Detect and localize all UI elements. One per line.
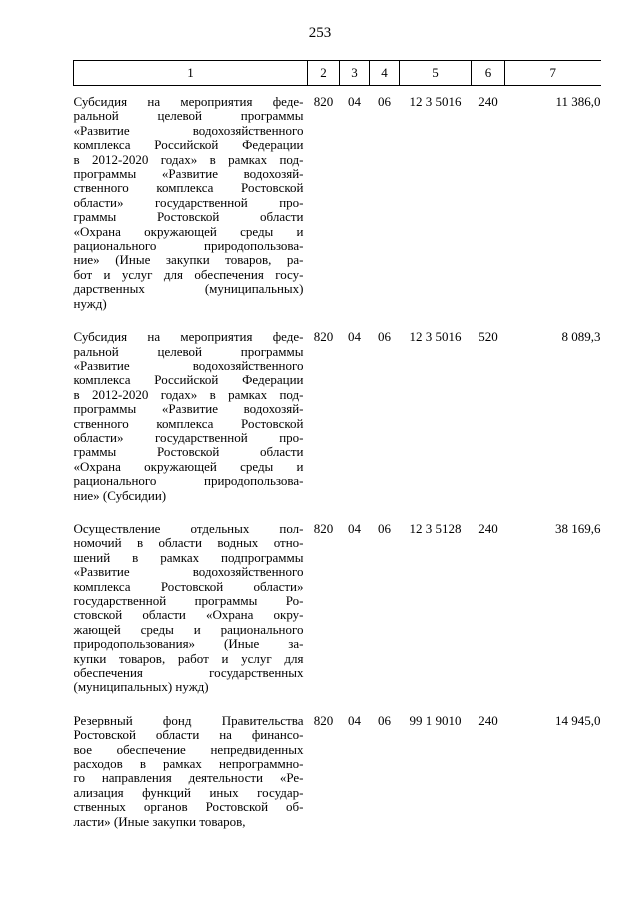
expense-type-code: 520	[478, 329, 498, 345]
expense-name-line: ральной целевой программы	[73, 108, 304, 124]
expense-name-line: шений в рамках подпрограммы	[73, 549, 304, 565]
header-col-7: 7	[505, 61, 601, 86]
expense-name-line: номочий в области водных отно-	[73, 535, 304, 551]
expense-name-line: ласти» (Иные закупки товаров,	[73, 813, 246, 829]
expense-name-line: программы «Развитие водохозяй-	[73, 401, 304, 417]
expense-name-line: «Развитие водохозяйственного	[73, 564, 304, 580]
expense-name-line: «Охрана окружающей среды и	[73, 223, 304, 239]
section-code: 04	[348, 520, 361, 536]
expense-name-line: программы «Развитие водохозяй-	[73, 166, 304, 182]
expense-name-line: вое обеспечение непредвиденных	[73, 741, 304, 757]
expense-name-line: расходов в рамках непрограммно-	[73, 756, 304, 772]
section-code: 04	[348, 94, 361, 109]
amount: 8 089,3	[561, 329, 601, 345]
target-article-code: 99 1 9010	[409, 712, 462, 728]
expense-type-code: 240	[478, 520, 498, 536]
expense-name-line: ние» (Субсидии)	[73, 487, 167, 503]
ministry-code: 820	[313, 94, 334, 109]
expense-name-line: комплекса Российской Федерации	[73, 137, 304, 153]
expense-name-line: жающей среды и рационального	[73, 621, 304, 637]
expense-name-line: ральной целевой программы	[73, 343, 304, 359]
expense-name-cell	[74, 321, 308, 513]
table-row	[74, 321, 601, 513]
ministry-code: 820	[313, 520, 334, 536]
page-number: 253	[308, 25, 332, 41]
expense-name-line: Осуществление отдельных пол-	[73, 520, 304, 536]
section-code: 04	[348, 712, 361, 728]
expense-name-line: Субсидия на мероприятия феде-	[73, 94, 304, 109]
table-row	[74, 705, 601, 839]
expense-name-cell	[74, 86, 308, 322]
expense-name-line: ственных органов Ростовской об-	[73, 799, 304, 815]
expense-name-line: комплекса Российской Федерации	[73, 372, 304, 388]
amount: 11 386,0	[555, 94, 601, 109]
expense-name-line: государственной программы Ро-	[73, 593, 304, 608]
expense-name-line: дарственных (муниципальных)	[73, 281, 304, 297]
header-col-4: 4	[370, 61, 400, 86]
header-col-5: 5	[400, 61, 472, 86]
expense-name-line: бот и услуг для обеспечения госу-	[73, 266, 304, 282]
subsection-code: 06	[378, 712, 391, 728]
expense-name-line: природопользования» (Иные за-	[73, 636, 304, 652]
expense-name-line: обеспечения государственных	[73, 665, 304, 681]
amount: 38 169,6	[555, 520, 601, 536]
expense-name-line: «Развитие водохозяйственного	[73, 357, 304, 373]
expense-name-line: ализация функций иных государ-	[73, 784, 304, 800]
expense-name-line: купки товаров, работ и услуг для	[73, 650, 304, 666]
header-col-1: 1	[74, 61, 308, 86]
expense-name-line: «Охрана окружающей среды и	[73, 458, 304, 474]
table-body	[74, 86, 601, 840]
expense-name-cell	[74, 513, 308, 705]
header-col-2: 2	[308, 61, 340, 86]
ministry-code: 820	[313, 329, 334, 345]
subsection-code: 06	[378, 520, 391, 536]
header-col-3: 3	[340, 61, 370, 86]
expense-name-line: области» государственной про-	[73, 429, 304, 445]
expense-name-line: в 2012-2020 годах» в рамках под-	[73, 151, 304, 167]
budget-table	[73, 60, 601, 839]
header-col-6: 6	[472, 61, 505, 86]
table-header-row	[74, 61, 601, 86]
expense-name-line: Субсидия на мероприятия феде-	[73, 329, 304, 345]
expense-name-line: Резервный фонд Правительства	[73, 712, 304, 728]
expense-name-line: ние» (Иные закупки товаров, ра-	[73, 252, 304, 268]
expense-name-line: стовской области «Охрана окру-	[73, 607, 304, 623]
expense-name-line: граммы Ростовской области	[73, 444, 304, 460]
target-article-code: 12 3 5016	[409, 94, 462, 109]
expense-name-line: комплекса Ростовской области»	[73, 578, 304, 594]
expense-name-line: ственного комплекса Ростовской	[73, 415, 304, 431]
section-code: 04	[348, 329, 361, 345]
expense-name-line: Ростовской области на финансо-	[73, 727, 304, 743]
expense-name-line: нужд)	[73, 295, 107, 311]
expense-name-line: области» государственной про-	[73, 194, 304, 210]
amount: 14 945,0	[555, 712, 601, 728]
subsection-code: 06	[378, 94, 391, 109]
target-article-code: 12 3 5128	[409, 520, 462, 536]
expense-name-line: ственного комплекса Ростовской	[73, 180, 304, 196]
table-row	[74, 86, 601, 322]
expense-name-line: «Развитие водохозяйственного	[73, 122, 304, 138]
expense-name-cell	[74, 705, 308, 839]
expense-name-line: (муниципальных) нужд)	[73, 679, 209, 695]
expense-name-line: рационального природопользова-	[73, 238, 304, 254]
expense-name-line: го направления деятельности «Ре-	[73, 770, 304, 786]
expense-name-line: в 2012-2020 годах» в рамках под-	[73, 386, 304, 402]
expense-name-line: рационального природопользова-	[73, 473, 304, 489]
ministry-code: 820	[313, 712, 334, 728]
expense-type-code: 240	[478, 94, 498, 109]
expense-type-code: 240	[478, 712, 498, 728]
target-article-code: 12 3 5016	[409, 329, 462, 345]
table-row	[74, 513, 601, 705]
expense-name-line: граммы Ростовской области	[73, 209, 304, 225]
subsection-code: 06	[378, 329, 391, 345]
